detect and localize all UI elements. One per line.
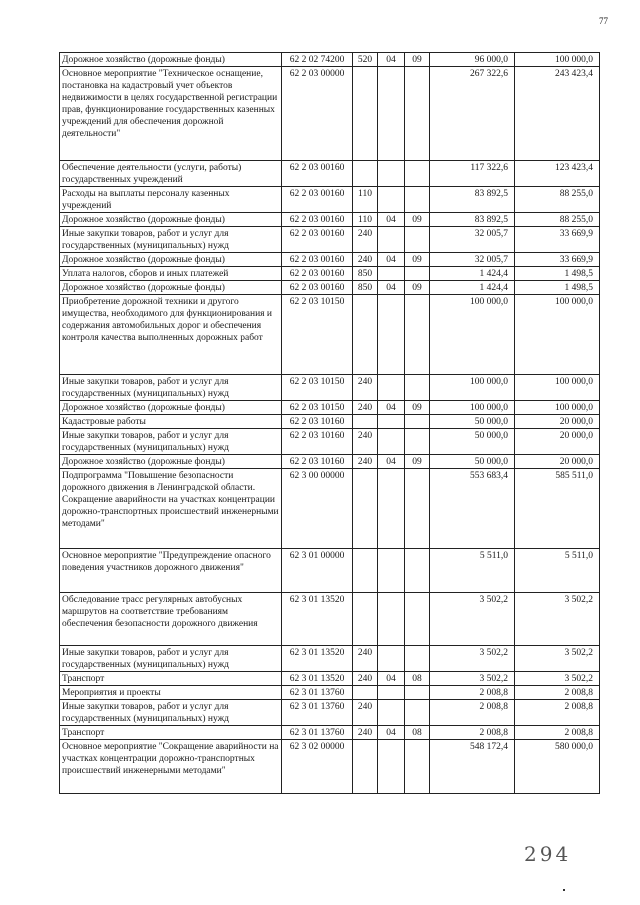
cell-section bbox=[378, 593, 405, 646]
cell-target-code: 62 2 03 10160 bbox=[282, 415, 353, 429]
cell-target-code: 62 2 03 00160 bbox=[282, 213, 353, 227]
table-row bbox=[60, 726, 600, 740]
cell-sum-year2: 100 000,0 bbox=[515, 375, 600, 401]
cell-expense-type: 240 bbox=[353, 429, 378, 455]
table-row bbox=[60, 401, 600, 415]
cell-expense-type: 240 bbox=[353, 253, 378, 267]
cell-expense-type: 240 bbox=[353, 700, 378, 726]
cell-name: Иные закупки товаров, работ и услуг для государственных (муниципальных) нужд bbox=[60, 700, 282, 726]
cell-target-code: 62 3 01 13760 bbox=[282, 686, 353, 700]
cell-name: Уплата налогов, сборов и иных платежей bbox=[60, 267, 282, 281]
cell-name: Дорожное хозяйство (дорожные фонды) bbox=[60, 401, 282, 415]
table-row bbox=[60, 267, 600, 281]
cell-expense-type bbox=[353, 686, 378, 700]
cell-sum-year1: 2 008,8 bbox=[430, 686, 515, 700]
cell-target-code: 62 3 01 13760 bbox=[282, 726, 353, 740]
cell-name: Транспорт bbox=[60, 672, 282, 686]
table-row bbox=[60, 469, 600, 549]
table-row bbox=[60, 187, 600, 213]
table-row bbox=[60, 227, 600, 253]
cell-subsection bbox=[405, 267, 430, 281]
cell-target-code: 62 3 01 13520 bbox=[282, 593, 353, 646]
cell-section bbox=[378, 161, 405, 187]
cell-sum-year1: 50 000,0 bbox=[430, 429, 515, 455]
cell-name: Иные закупки товаров, работ и услуг для государственных (муниципальных) нужд bbox=[60, 646, 282, 672]
table-row bbox=[60, 375, 600, 401]
cell-section bbox=[378, 429, 405, 455]
cell-name: Обеспечение деятельности (услуги, работы) государственных учреждений bbox=[60, 161, 282, 187]
cell-subsection: 09 bbox=[405, 401, 430, 415]
table-row bbox=[60, 213, 600, 227]
cell-sum-year2: 2 008,8 bbox=[515, 700, 600, 726]
cell-name: Подпрограмма "Повышение безопасности дорожного движения в Ленинградской области. Сокращение аварийности на участках концентрации дорожно-транспортных происшествий инженерными методами" bbox=[60, 469, 282, 549]
cell-section bbox=[378, 549, 405, 593]
cell-expense-type bbox=[353, 593, 378, 646]
cell-expense-type: 240 bbox=[353, 227, 378, 253]
cell-target-code: 62 2 03 10150 bbox=[282, 401, 353, 415]
cell-subsection bbox=[405, 646, 430, 672]
cell-name: Дорожное хозяйство (дорожные фонды) bbox=[60, 455, 282, 469]
budget-table bbox=[59, 52, 600, 794]
table-row bbox=[60, 415, 600, 429]
cell-subsection bbox=[405, 686, 430, 700]
cell-section bbox=[378, 700, 405, 726]
cell-subsection bbox=[405, 700, 430, 726]
table-row bbox=[60, 549, 600, 593]
handwritten-page-mark: 294 bbox=[524, 842, 572, 866]
cell-section: 04 bbox=[378, 726, 405, 740]
cell-target-code: 62 3 01 13520 bbox=[282, 672, 353, 686]
cell-subsection: 09 bbox=[405, 455, 430, 469]
cell-sum-year1: 50 000,0 bbox=[430, 415, 515, 429]
cell-name: Дорожное хозяйство (дорожные фонды) bbox=[60, 281, 282, 295]
cell-target-code: 62 2 03 10150 bbox=[282, 295, 353, 375]
cell-target-code: 62 2 03 10160 bbox=[282, 455, 353, 469]
cell-sum-year1: 100 000,0 bbox=[430, 295, 515, 375]
cell-name: Основное мероприятие "Предупреждение опасного поведения участников дорожного движения" bbox=[60, 549, 282, 593]
cell-sum-year2: 1 498,5 bbox=[515, 281, 600, 295]
cell-section bbox=[378, 267, 405, 281]
cell-expense-type: 110 bbox=[353, 187, 378, 213]
cell-sum-year1: 553 683,4 bbox=[430, 469, 515, 549]
table-row bbox=[60, 161, 600, 187]
cell-sum-year2: 33 669,9 bbox=[515, 253, 600, 267]
cell-subsection: 09 bbox=[405, 281, 430, 295]
table-row bbox=[60, 700, 600, 726]
cell-expense-type bbox=[353, 295, 378, 375]
cell-target-code: 62 3 01 13520 bbox=[282, 646, 353, 672]
cell-sum-year1: 100 000,0 bbox=[430, 401, 515, 415]
cell-name: Дорожное хозяйство (дорожные фонды) bbox=[60, 53, 282, 67]
cell-section bbox=[378, 295, 405, 375]
cell-expense-type: 240 bbox=[353, 672, 378, 686]
table-row bbox=[60, 67, 600, 161]
cell-name: Иные закупки товаров, работ и услуг для государственных (муниципальных) нужд bbox=[60, 375, 282, 401]
cell-expense-type: 110 bbox=[353, 213, 378, 227]
cell-sum-year2: 33 669,9 bbox=[515, 227, 600, 253]
cell-section bbox=[378, 187, 405, 213]
cell-sum-year2: 3 502,2 bbox=[515, 646, 600, 672]
cell-expense-type: 240 bbox=[353, 401, 378, 415]
cell-section bbox=[378, 67, 405, 161]
cell-sum-year1: 548 172,4 bbox=[430, 740, 515, 794]
cell-expense-type bbox=[353, 415, 378, 429]
table-body bbox=[60, 53, 600, 794]
cell-subsection bbox=[405, 415, 430, 429]
cell-subsection bbox=[405, 549, 430, 593]
cell-sum-year1: 50 000,0 bbox=[430, 455, 515, 469]
table-row bbox=[60, 646, 600, 672]
cell-name: Приобретение дорожной техники и другого имущества, необходимого для функционирования и содержания автомобильных дорог и обеспечения контроля качества выполненных дорожных работ bbox=[60, 295, 282, 375]
cell-section: 04 bbox=[378, 53, 405, 67]
cell-expense-type: 850 bbox=[353, 281, 378, 295]
cell-expense-type: 240 bbox=[353, 455, 378, 469]
cell-name: Дорожное хозяйство (дорожные фонды) bbox=[60, 213, 282, 227]
cell-target-code: 62 2 02 74200 bbox=[282, 53, 353, 67]
cell-target-code: 62 2 03 00160 bbox=[282, 267, 353, 281]
cell-expense-type bbox=[353, 469, 378, 549]
cell-sum-year1: 2 008,8 bbox=[430, 700, 515, 726]
cell-expense-type bbox=[353, 67, 378, 161]
cell-sum-year1: 3 502,2 bbox=[430, 646, 515, 672]
table-row bbox=[60, 281, 600, 295]
cell-target-code: 62 2 03 10160 bbox=[282, 429, 353, 455]
table-row bbox=[60, 429, 600, 455]
cell-section bbox=[378, 227, 405, 253]
cell-subsection bbox=[405, 67, 430, 161]
cell-expense-type bbox=[353, 161, 378, 187]
cell-subsection bbox=[405, 593, 430, 646]
cell-sum-year2: 2 008,8 bbox=[515, 726, 600, 740]
cell-section bbox=[378, 686, 405, 700]
cell-subsection bbox=[405, 429, 430, 455]
cell-subsection bbox=[405, 227, 430, 253]
cell-sum-year1: 32 005,7 bbox=[430, 227, 515, 253]
page-number: 77 bbox=[599, 16, 608, 26]
cell-sum-year1: 1 424,4 bbox=[430, 267, 515, 281]
cell-name: Основное мероприятие "Сокращение аварийности на участках концентрации дорожно-транспортных происшествий инженерными методами" bbox=[60, 740, 282, 794]
cell-subsection bbox=[405, 375, 430, 401]
cell-sum-year2: 243 423,4 bbox=[515, 67, 600, 161]
cell-section bbox=[378, 415, 405, 429]
cell-expense-type bbox=[353, 549, 378, 593]
cell-sum-year2: 88 255,0 bbox=[515, 213, 600, 227]
cell-target-code: 62 2 03 00160 bbox=[282, 161, 353, 187]
cell-target-code: 62 3 00 00000 bbox=[282, 469, 353, 549]
cell-sum-year1: 3 502,2 bbox=[430, 672, 515, 686]
cell-section bbox=[378, 740, 405, 794]
cell-target-code: 62 2 03 10150 bbox=[282, 375, 353, 401]
cell-sum-year2: 580 000,0 bbox=[515, 740, 600, 794]
cell-target-code: 62 2 03 00160 bbox=[282, 253, 353, 267]
cell-section bbox=[378, 469, 405, 549]
scan-speck bbox=[563, 889, 565, 891]
table-row bbox=[60, 686, 600, 700]
cell-sum-year2: 585 511,0 bbox=[515, 469, 600, 549]
cell-subsection bbox=[405, 187, 430, 213]
cell-sum-year1: 117 322,6 bbox=[430, 161, 515, 187]
cell-sum-year1: 32 005,7 bbox=[430, 253, 515, 267]
cell-sum-year2: 1 498,5 bbox=[515, 267, 600, 281]
table-row bbox=[60, 593, 600, 646]
cell-target-code: 62 3 01 13760 bbox=[282, 700, 353, 726]
cell-section: 04 bbox=[378, 455, 405, 469]
cell-subsection bbox=[405, 295, 430, 375]
cell-name: Иные закупки товаров, работ и услуг для государственных (муниципальных) нужд bbox=[60, 227, 282, 253]
cell-target-code: 62 2 03 00160 bbox=[282, 227, 353, 253]
table-row bbox=[60, 253, 600, 267]
cell-sum-year2: 20 000,0 bbox=[515, 455, 600, 469]
cell-sum-year2: 3 502,2 bbox=[515, 672, 600, 686]
cell-section: 04 bbox=[378, 213, 405, 227]
cell-name: Транспорт bbox=[60, 726, 282, 740]
table-row bbox=[60, 53, 600, 67]
cell-expense-type: 240 bbox=[353, 726, 378, 740]
cell-sum-year1: 83 892,5 bbox=[430, 187, 515, 213]
cell-subsection: 08 bbox=[405, 726, 430, 740]
cell-sum-year2: 2 008,8 bbox=[515, 686, 600, 700]
cell-sum-year1: 96 000,0 bbox=[430, 53, 515, 67]
cell-sum-year1: 83 892,5 bbox=[430, 213, 515, 227]
cell-subsection bbox=[405, 740, 430, 794]
cell-expense-type: 240 bbox=[353, 375, 378, 401]
cell-target-code: 62 3 02 00000 bbox=[282, 740, 353, 794]
cell-subsection: 09 bbox=[405, 253, 430, 267]
cell-section: 04 bbox=[378, 253, 405, 267]
cell-name: Обследование трасс регулярных автобусных маршрутов на соответствие требованиям обеспечения безопасности дорожного движения bbox=[60, 593, 282, 646]
cell-sum-year1: 100 000,0 bbox=[430, 375, 515, 401]
cell-sum-year2: 3 502,2 bbox=[515, 593, 600, 646]
cell-name: Основное мероприятие "Техническое оснащение, постановка на кадастровый учет объектов недвижимости в целях государственной регистрации прав, функционирование государственных казенных учреждений для обеспечения дорожной деятельности" bbox=[60, 67, 282, 161]
cell-section: 04 bbox=[378, 401, 405, 415]
cell-subsection bbox=[405, 469, 430, 549]
cell-sum-year1: 267 322,6 bbox=[430, 67, 515, 161]
cell-sum-year2: 100 000,0 bbox=[515, 53, 600, 67]
cell-sum-year1: 5 511,0 bbox=[430, 549, 515, 593]
cell-subsection: 08 bbox=[405, 672, 430, 686]
cell-expense-type: 850 bbox=[353, 267, 378, 281]
table-row bbox=[60, 740, 600, 794]
cell-section: 04 bbox=[378, 672, 405, 686]
cell-sum-year2: 123 423,4 bbox=[515, 161, 600, 187]
cell-name: Расходы на выплаты персоналу казенных учреждений bbox=[60, 187, 282, 213]
cell-name: Иные закупки товаров, работ и услуг для государственных (муниципальных) нужд bbox=[60, 429, 282, 455]
cell-name: Мероприятия и проекты bbox=[60, 686, 282, 700]
cell-name: Кадастровые работы bbox=[60, 415, 282, 429]
cell-target-code: 62 3 01 00000 bbox=[282, 549, 353, 593]
cell-sum-year2: 5 511,0 bbox=[515, 549, 600, 593]
cell-target-code: 62 2 03 00000 bbox=[282, 67, 353, 161]
cell-expense-type: 240 bbox=[353, 646, 378, 672]
cell-sum-year1: 1 424,4 bbox=[430, 281, 515, 295]
table-row bbox=[60, 455, 600, 469]
cell-sum-year2: 20 000,0 bbox=[515, 429, 600, 455]
cell-subsection bbox=[405, 161, 430, 187]
cell-sum-year2: 100 000,0 bbox=[515, 401, 600, 415]
cell-name: Дорожное хозяйство (дорожные фонды) bbox=[60, 253, 282, 267]
table-row bbox=[60, 295, 600, 375]
cell-target-code: 62 2 03 00160 bbox=[282, 187, 353, 213]
cell-sum-year1: 3 502,2 bbox=[430, 593, 515, 646]
cell-sum-year1: 2 008,8 bbox=[430, 726, 515, 740]
cell-expense-type: 520 bbox=[353, 53, 378, 67]
table-row bbox=[60, 672, 600, 686]
cell-subsection: 09 bbox=[405, 53, 430, 67]
cell-sum-year2: 100 000,0 bbox=[515, 295, 600, 375]
cell-expense-type bbox=[353, 740, 378, 794]
cell-section bbox=[378, 375, 405, 401]
cell-section bbox=[378, 646, 405, 672]
cell-subsection: 09 bbox=[405, 213, 430, 227]
cell-section: 04 bbox=[378, 281, 405, 295]
cell-sum-year2: 20 000,0 bbox=[515, 415, 600, 429]
cell-target-code: 62 2 03 00160 bbox=[282, 281, 353, 295]
cell-sum-year2: 88 255,0 bbox=[515, 187, 600, 213]
